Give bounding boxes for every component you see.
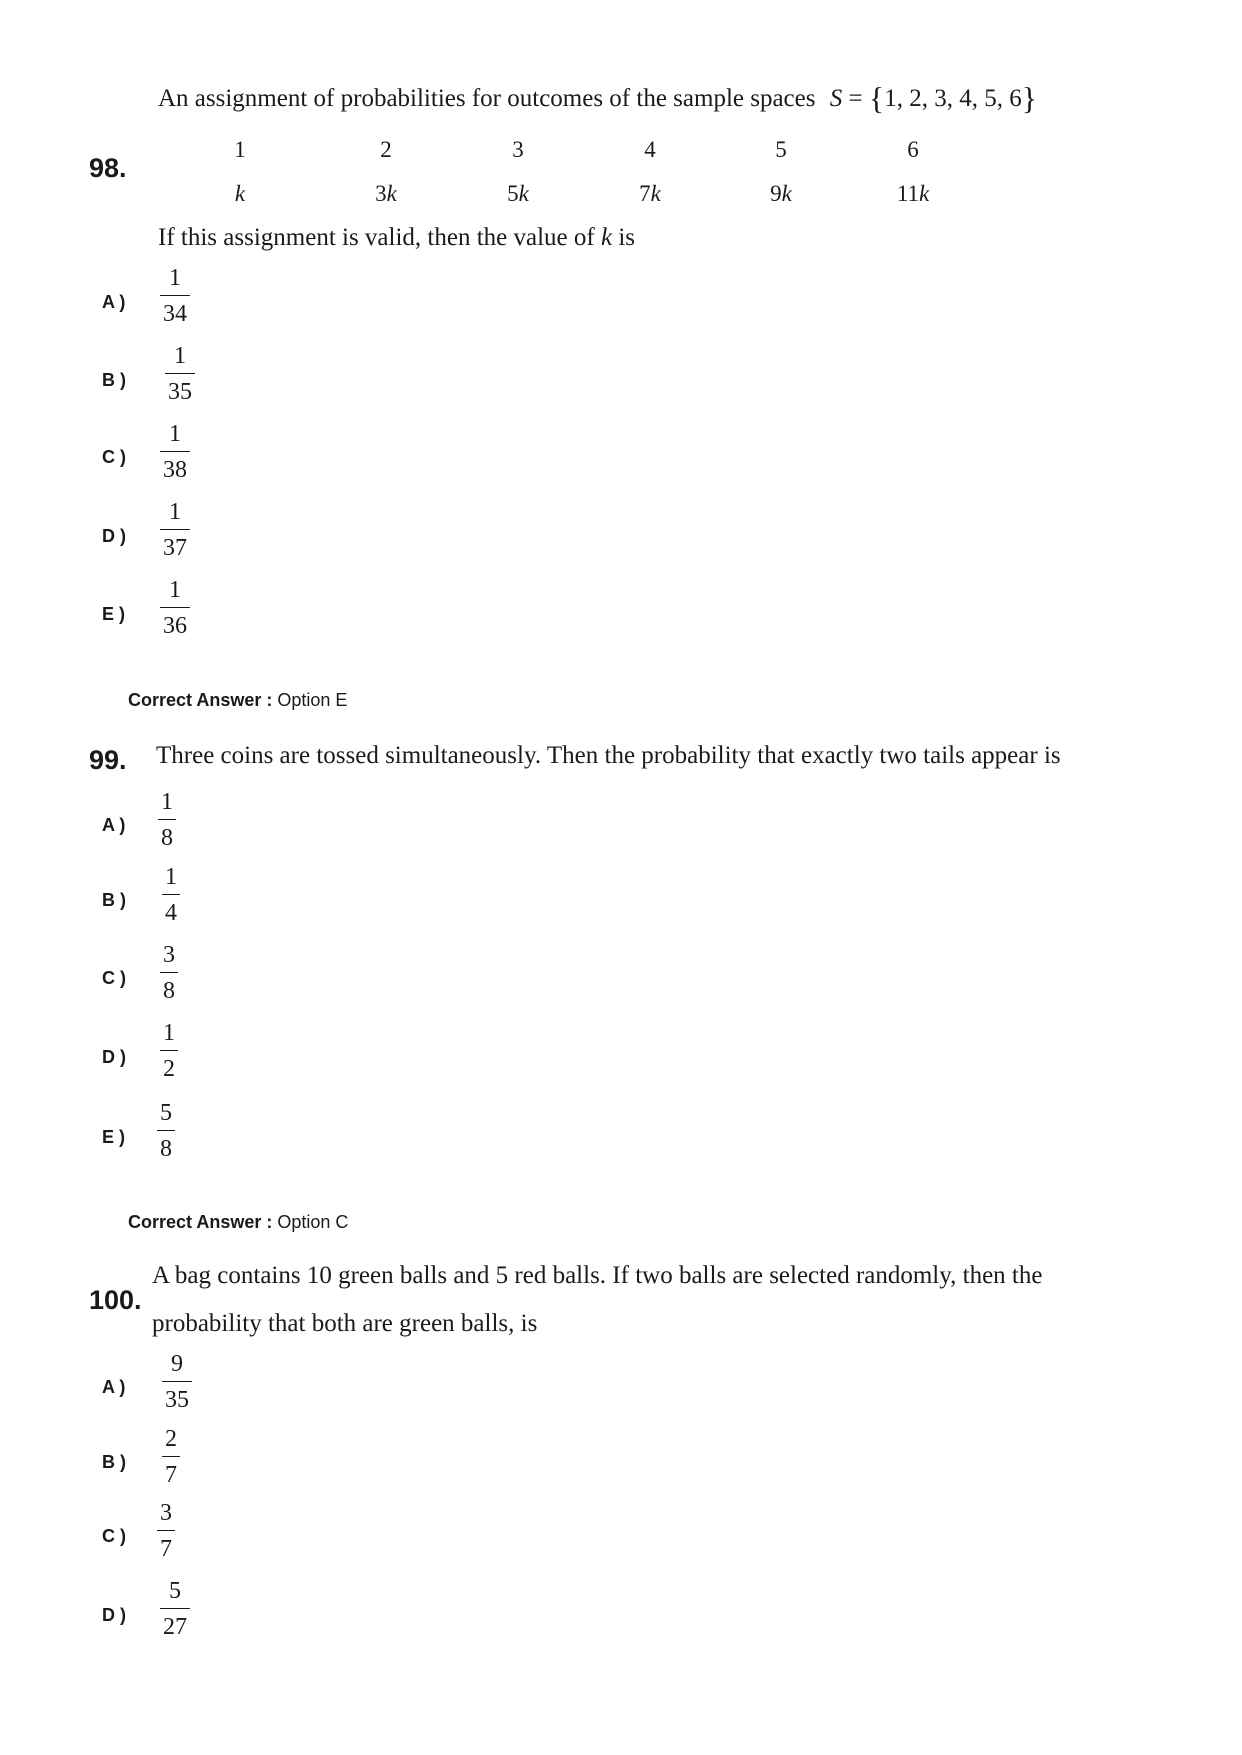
outcome-cell: 6 [907,137,919,162]
question-100-stem-line1: A bag contains 10 green balls and 5 red balls. If two balls are selected randomly, then the [152,1262,1043,1289]
option-label[interactable]: E ) [102,604,126,624]
correct-answer: Correct Answer : Option E [128,690,348,710]
option-b-fraction[interactable]: 1 4 [162,865,180,925]
question-98-followup: If this assignment is valid, then the value of k is [158,224,636,251]
outcome-cell: 1 [234,137,246,162]
option-label[interactable]: A ) [102,815,126,835]
question-100-stem-line2: probability that both are green balls, is [152,1310,538,1337]
sample-space-set [829,80,1038,116]
option-label[interactable]: C ) [102,968,126,988]
stem-text: An assignment of probabilities for outcomes of the sample spaces [158,85,816,112]
option-b-fraction[interactable]: 1 35 [165,344,195,404]
option-c-fraction[interactable]: 3 7 [157,1501,175,1561]
option-e-fraction[interactable]: 5 8 [157,1101,175,1161]
question-number: 100. [89,1285,142,1315]
probability-cell: 9k [770,181,792,206]
probability-cell: 11k [896,181,930,206]
question-98-stem [158,80,1037,117]
question-99-stem: Three coins are tossed simultaneously. Then the probability that exactly two tails appear is [156,742,1061,769]
option-d-fraction[interactable]: 1 2 [160,1021,178,1081]
question-number: 98. [89,153,127,183]
option-label[interactable]: B ) [102,370,126,390]
option-label[interactable]: D ) [102,526,126,546]
equals-sign: = [848,85,863,112]
open-brace: { [868,80,885,116]
option-c-fraction[interactable]: 1 38 [160,422,190,482]
close-brace: } [1021,80,1038,116]
option-label[interactable]: B ) [102,890,126,910]
option-d-fraction[interactable]: 1 37 [160,500,190,560]
probability-cell: 5k [507,181,529,206]
option-label[interactable]: A ) [102,1377,126,1397]
option-label[interactable]: E ) [102,1127,126,1147]
option-a-fraction[interactable]: 1 8 [158,790,176,850]
option-label[interactable]: D ) [102,1605,126,1625]
option-a-fraction[interactable]: 9 35 [162,1352,192,1412]
option-label[interactable]: A ) [102,292,126,312]
outcome-cell: 3 [512,137,524,162]
option-d-fraction[interactable]: 5 27 [160,1579,190,1639]
option-label[interactable]: D ) [102,1047,126,1067]
correct-answer: Correct Answer : Option C [128,1212,349,1232]
option-c-fraction[interactable]: 3 8 [160,943,178,1003]
probability-cell: 3k [375,181,397,206]
set-values: 1, 2, 3, 4, 5, 6 [884,85,1022,112]
option-label[interactable]: C ) [102,447,126,467]
outcome-cell: 4 [644,137,656,162]
outcome-cell: 2 [380,137,392,162]
option-a-fraction[interactable]: 1 34 [160,266,190,326]
question-number: 99. [89,745,127,775]
probability-cell: 7k [639,181,661,206]
outcome-cell: 5 [775,137,787,162]
set-variable: S [829,85,843,112]
option-b-fraction[interactable]: 2 7 [162,1427,180,1487]
option-label[interactable]: C ) [102,1526,126,1546]
probability-cell: k [234,181,246,206]
option-label[interactable]: B ) [102,1452,126,1472]
option-e-fraction[interactable]: 1 36 [160,578,190,638]
